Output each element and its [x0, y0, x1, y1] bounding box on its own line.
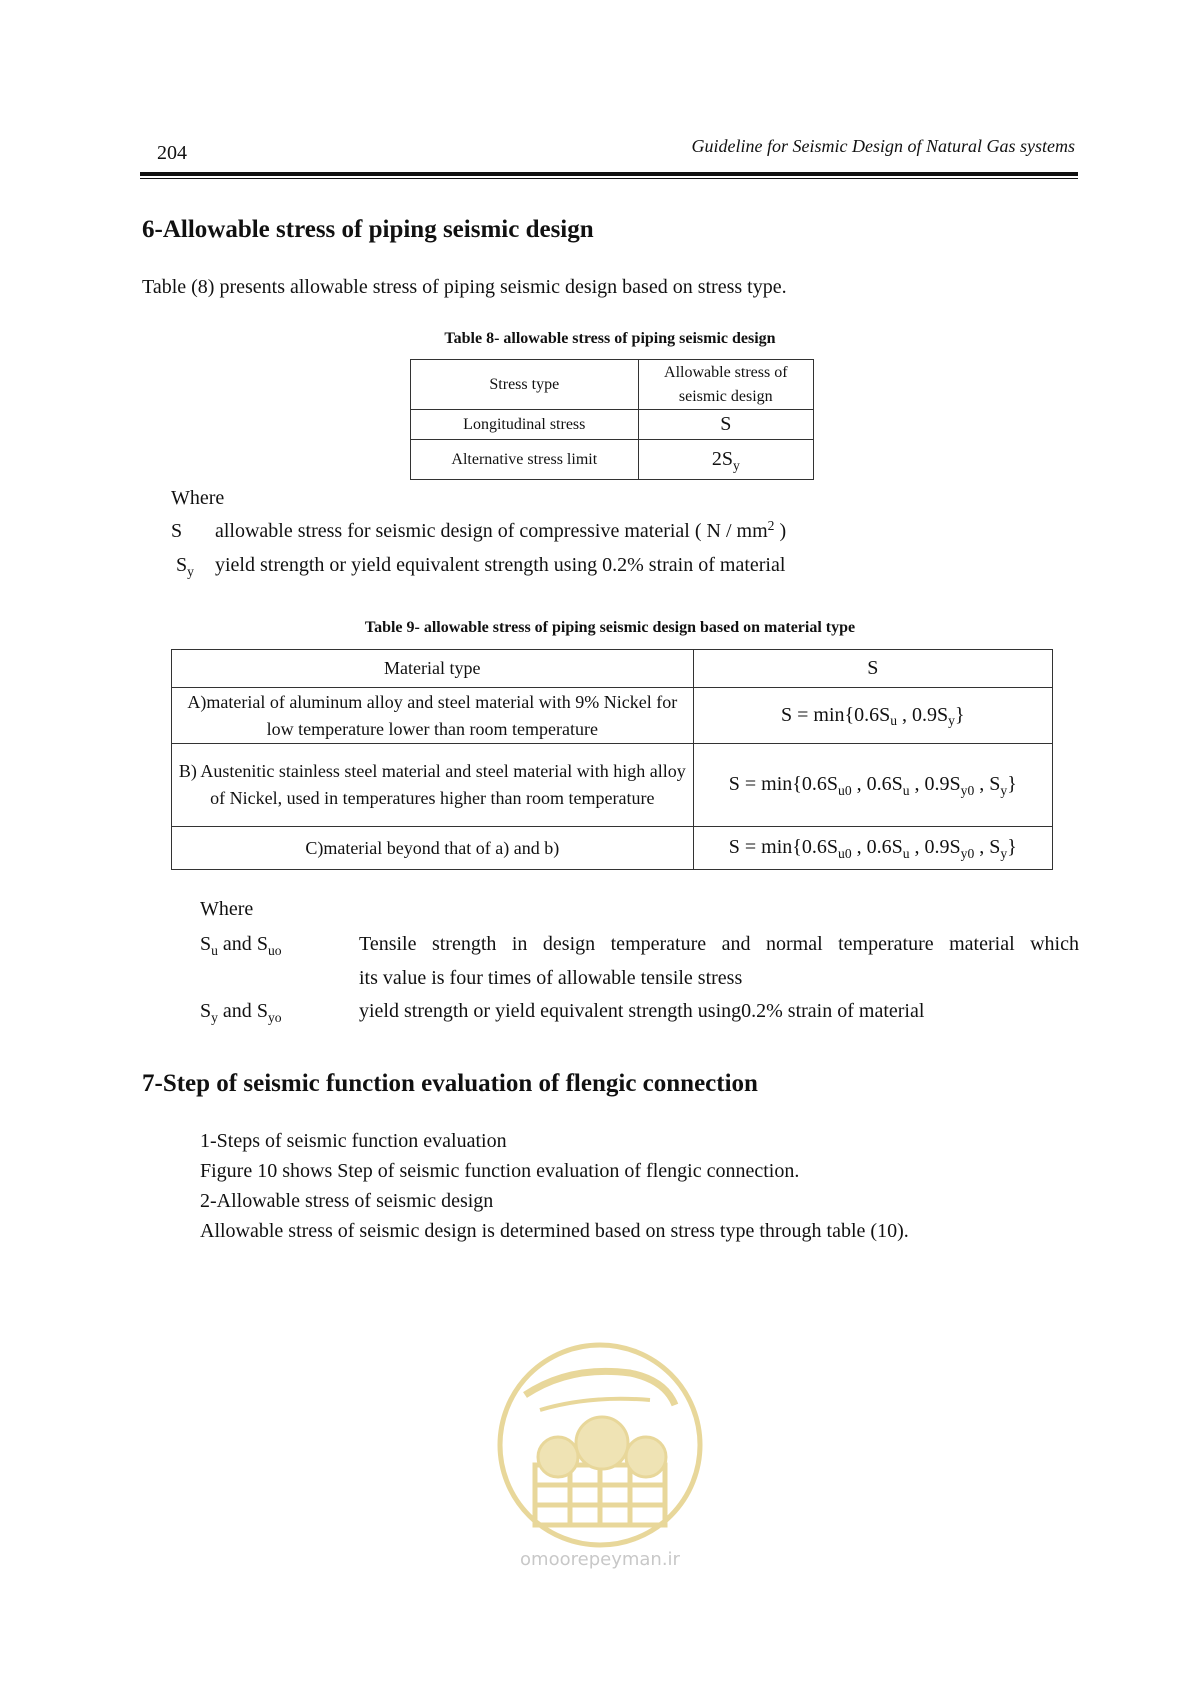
- table-row: [411, 410, 814, 440]
- watermark-url: omoorepeyman.ir: [520, 1549, 680, 1570]
- table-row: [172, 827, 1053, 870]
- table-row: [411, 440, 814, 480]
- header-rule-thick: [140, 172, 1078, 176]
- table-8-caption: Table 8- allowable stress of piping seismic design: [444, 330, 776, 347]
- table-8-cell-type: Longitudinal stress: [411, 410, 639, 440]
- definition-symbol-sy: $S_y$ and $S_{yo}$: [200, 1000, 282, 1025]
- table-9-cell-material: C)material beyond that of a) and b): [172, 827, 694, 870]
- page-number: 204: [157, 142, 187, 164]
- definition-text-su: Tensile strength in design temperature and normal temperature material which: [359, 933, 1079, 955]
- table-9-cell-formula: $S = \min\{0.6S_u$ , $0.9S_y$}: [693, 688, 1052, 744]
- table-9-caption: Table 9- allowable stress of piping seismic design based on material type: [364, 619, 856, 636]
- table-row: [172, 688, 1053, 744]
- table-8-cell-value: S: [638, 410, 813, 440]
- section-6-heading: 6-Allowable stress of piping seismic design: [142, 216, 594, 243]
- section-7-paragraph: 1-Steps of seismic function evaluation: [200, 1130, 507, 1152]
- table-row: [172, 744, 1053, 827]
- where-label: Where: [200, 898, 254, 920]
- table-9-header-material: Material type: [172, 650, 694, 688]
- definition-text-su-cont: its value is four times of allowable tensile stress: [359, 967, 743, 989]
- section-7-paragraph: 2-Allowable stress of seismic design: [200, 1190, 494, 1212]
- watermark-logo: [480, 1325, 720, 1585]
- definition-sy: [171, 554, 785, 577]
- table-9-cell-material: B) Austenitic stainless steel material and steel material with high alloy of Nickel, used in temperatures higher than room temperature: [172, 744, 694, 827]
- table-8-cell-value: $2S_y$: [638, 440, 813, 480]
- table-9-cell-formula: $S = \min\{0.6S_{u0}$ , $0.6S_u$ , $0.9S_{y0}$ , $S_y$}: [693, 744, 1052, 827]
- table-8-header-allowable: Allowable stress of seismic design: [638, 360, 813, 410]
- definition-text-sy: yield strength or yield equivalent strength using0.2% strain of material: [359, 1000, 925, 1022]
- definition-s: [171, 520, 786, 543]
- table-9-cell-material: A)material of aluminum alloy and steel material with 9% Nickel for low temperature lower than room temperature: [172, 688, 694, 744]
- table-9: [171, 649, 1053, 870]
- running-head: Guideline for Seismic Design of Natural Gas systems: [691, 136, 1075, 156]
- definition-symbol: S: [171, 520, 183, 542]
- header-rule-thin: [140, 178, 1078, 179]
- section-6-intro: Table (8) presents allowable stress of piping seismic design based on stress type.: [142, 276, 787, 298]
- where-label: Where: [171, 487, 225, 509]
- table-9-header-s: S: [693, 650, 1052, 688]
- definition-text: allowable stress for seismic design of compressive material ( N / $mm^2$ ): [215, 518, 787, 542]
- section-7-heading: 7-Step of seismic function evaluation of flengic connection: [142, 1070, 758, 1097]
- section-7-paragraph: Allowable stress of seismic design is determined based on stress type through table (10).: [200, 1220, 909, 1242]
- definition-symbol: $S_y$: [176, 554, 194, 579]
- table-8-cell-type: Alternative stress limit: [411, 440, 639, 480]
- definition-symbol-su: $S_u$ and $S_{uo}$: [200, 933, 282, 958]
- table-8: [410, 359, 814, 480]
- definition-text: yield strength or yield equivalent strength using 0.2% strain of material: [215, 554, 786, 576]
- section-7-paragraph: Figure 10 shows Step of seismic function evaluation of flengic connection.: [200, 1160, 800, 1182]
- table-9-cell-formula: $S = \min\{0.6S_{u0}$ , $0.6S_u$ , $0.9S_{y0}$ , $S_y$}: [693, 827, 1052, 870]
- table-8-header-stress-type: Stress type: [411, 360, 639, 410]
